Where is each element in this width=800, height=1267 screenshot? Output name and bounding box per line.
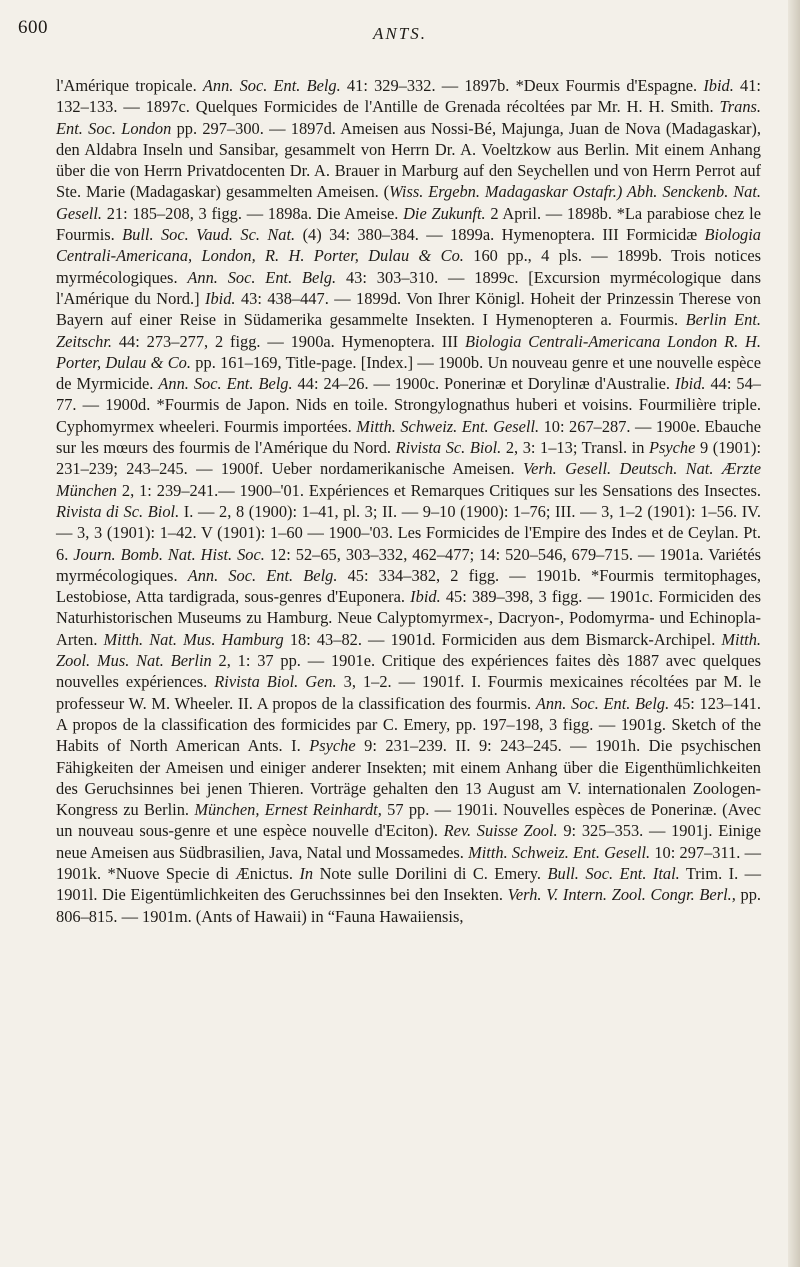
citation-text: 41: 329–332. — 1897b. *Deux Fourmis d'Espagne. [340, 76, 704, 95]
citation-text: 10: 267–287. — 1900e. Ebauche sur les mœurs des fourmis de l'Amérique du Nord. [56, 416, 761, 458]
citation-source: Ann. Soc. Ent. Belg. [202, 76, 341, 95]
citation-source: Ibid. [703, 76, 734, 95]
citation-source: Ann. Soc. Ent. Belg. [158, 374, 293, 394]
citation-text: pp. 806–815. — 1901m. (Ants of Hawaii) in “Fauna Hawaiiensis, [56, 885, 761, 926]
citation-source: Ann. Soc. Ent. Belg. [187, 267, 337, 287]
citation-text: Trim. I. — 1901l. Die Eigentümlichkeiten des Geruchssinnes bei den Insekten. [56, 863, 762, 905]
citation-text: 2, 1: 239–241.— 1900–'01. Expériences et Remarques Critiques sur les Sensations des Insectes. [117, 480, 761, 500]
citation-source: Trans. Ent. Soc. London [56, 97, 761, 138]
citation-text: 45: 123–141. A propos de la classification des formicides par C. Emery, pp. 197–198, 3 figg. — 1901g. Sketch of the Habits of North American Ants. I. [56, 693, 761, 756]
citation-text: 21: 185–208, 3 figg. — 1898a. Die Ameise. [101, 203, 404, 223]
citation-text: pp. 161–169, Title-page. [Index.] — 1900b. Un nouveau genre et une nouvelle espèce de Myrmicide. [56, 352, 761, 394]
citation-source: Mitth. Zool. Mus. Nat. Berlin [56, 629, 762, 671]
citation-text: (4) 34: 380–384. — 1899a. Hymenoptera. III Formicidæ [295, 225, 705, 245]
citation-source: Wiss. Ergebn. Madagaskar Ostafr.) Abh. Senckenb. Nat. Gesell. [56, 182, 761, 223]
citation-source: Die Zukunft. [403, 203, 486, 223]
citation-text: 9 (1901): 231–239; 243–245. — 1900f. Ueber nordamerikanische Ameisen. [56, 438, 761, 479]
citation-text: 2 April. — 1898b. *La parabiose chez le Fourmis. [56, 203, 761, 245]
citation-source: Ann. Soc. Ent. Belg. [187, 565, 338, 585]
bibliography-text [56, 75, 761, 927]
citation-text: 43: 438–447. — 1899d. Von Ihrer Königl. Hoheit der Prinzessin Therese von Bayern auf einer Reise in Südamerika gesammelte Insekten. I Hymenopteren a. Fourmis. [56, 288, 761, 330]
citation-text: pp. 297–300. — 1897d. Ameisen aus Nossi-Bé, Majunga, Juan de Nova (Madagaskar), den Aldabra Inseln und Sansibar, gesammelt von Herrn Dr. A. Voeltzkow aus Berlin. Mit einem Anhang über die von Herrn Privatdocenten Dr. A. Brauer in Marburg auf den Seychellen und von Herrn Perrot auf Ste. Marie (Madagaskar) gesammelten Ameisen. ( [56, 118, 761, 202]
citation-text: 18: 43–82. — 1901d. Formiciden aus dem Bismarck-Archipel. [283, 629, 722, 649]
citation-source: Bull. Soc. Ent. Ital. [547, 863, 680, 883]
page-edge [788, 0, 800, 1267]
citation-text: 41: 132–133. — 1897c. Quelques Formicides de l'Antille de Grenada récoltées par Mr. H. H. Smith. [56, 76, 761, 117]
citation-text: 12: 52–65, 303–332, 462–477; 14: 520–546, 679–715. — 1901a. Variétés myrmécologiques. [56, 544, 762, 585]
citation-text: 9: 325–353. — 1901j. Einige neue Ameisen aus Südbrasilien, Java, Natal und Mossamedes. [56, 821, 761, 862]
citation-source: Bull. Soc. Vaud. Sc. Nat. [122, 225, 296, 245]
citation-text: 2, 1: 37 pp. — 1901e. Critique des expériences faites dès 1887 avec quelques nouvelles expériences. [56, 651, 761, 692]
citation-source: Rev. Suisse Zool. [443, 821, 558, 841]
citation-source: Rivista Biol. Gen. [214, 672, 337, 692]
citation-text: 44: 54–77. — 1900d. *Fourmis de Japon. Nids en toile. Strongylognathus huberi et voisins. Fourmilière triple. Cyphomyrmex wheeleri. Fourmis importées. [56, 374, 761, 436]
citation-source: Biologia Centrali-Americana London R. H. Porter, Dulau & Co. [56, 331, 761, 372]
citation-source: In [299, 863, 314, 883]
citation-text: I. — 2, 8 (1900): 1–41, pl. 3; II. — 9–10 (1900): 1–76; III. — 3, 1–2 (1901): 1–56. IV.— 3, 3 (1901): 1–42. V (1901): 1–60 — 1900–'03. Les Formicides de l'Empire des Indes et de Ceylan. Pt. 6. [56, 501, 761, 564]
citation-source: Verh. Gesell. Deutsch. Nat. Ærzte München [56, 459, 761, 500]
citation-text: 44: 24–26. — 1900c. Ponerinæ et Dorylinæ d'Australie. [292, 374, 675, 394]
citation-source: München, Ernest Reinhardt, [194, 800, 382, 820]
citation-source: Psyche [309, 736, 356, 756]
citation-source: Mitth. Schweiz. Ent. Gesell. [468, 842, 651, 862]
citation-source: Ibid. [674, 374, 706, 394]
citation-text: 160 pp., 4 pls. — 1899b. Trois notices myrmécologiques. [56, 246, 761, 287]
citation-source: Mitth. Nat. Mus. Hamburg [103, 629, 284, 649]
citation-text: 45: 334–382, 2 figg. — 1901b. *Fourmis termitophages, Lestobiose, Atta tardigrada, sous-genres d'Euponera. [56, 565, 761, 607]
citation-source: Biologia Centrali-Americana, London, R. H. Porter, Dulau & Co. [56, 225, 762, 266]
citation-text: 9: 231–239. II. 9: 243–245. — 1901h. Die psychischen Fähigkeiten der Ameisen und einiger anderer Insekten; mit einem Anhang über die Eigenthümlichkeiten des Geruchsinnes bei jenen Thieren. Vorträge gehalten den 13 August am V. internationalen Zoologen-Kongress zu Berlin. [56, 736, 761, 820]
running-head: ANTS. [373, 24, 427, 43]
citation-text: 44: 273–277, 2 figg. — 1900a. Hymenoptera. III [112, 331, 465, 351]
citation-source: Verh. V. Intern. Zool. Congr. Berl., [507, 885, 736, 905]
citation-text: Note sulle Dorilini di C. Emery. [313, 863, 548, 883]
citation-text: 57 pp. — 1901i. Nouvelles espèces de Ponerinæ. (Avec un nouveau sous-genre et une espèce nouvelle d'Eciton). [56, 800, 761, 841]
citation-text: 2, 3: 1–13; Transl. in [501, 438, 649, 458]
citation-source: Rivista di Sc. Biol. [56, 501, 180, 521]
citation-source: Journ. Bomb. Nat. Hist. Soc. [73, 544, 265, 564]
citation-text: 3, 1–2. — 1901f. I. Fourmis mexicaines récoltées par M. le professeur W. M. Wheeler. II. A propos de la classification des fourmis. [56, 672, 761, 713]
citation-text: l'Amérique tropicale. [56, 76, 203, 95]
citation-text: 43: 303–310. — 1899c. [Excursion myrmécologique dans l'Amérique du Nord.] [56, 267, 761, 308]
citation-source: Psyche [648, 438, 696, 458]
citation-text: 45: 389–398, 3 figg. — 1901c. Formiciden des Naturhistorischen Museums zu Hamburg. Neue Calyptomyrmex-, Dacryon-, Podomyrma- und Echinopla-Arten. [56, 587, 761, 649]
citation-source: Ann. Soc. Ent. Belg. [535, 693, 670, 713]
citation-source: Mitth. Schweiz. Ent. Gesell. [356, 416, 540, 436]
citation-source: Rivista Sc. Biol. [395, 438, 502, 458]
citation-source: Ibid. [410, 587, 441, 607]
page-number: 600 [18, 17, 48, 38]
citation-text: 10: 297–311. — 1901k. *Nuove Specie di Ænictus. [56, 842, 762, 883]
citation-source: Ibid. [205, 288, 236, 308]
citation-source: Berlin Ent. Zeitschr. [56, 310, 761, 351]
